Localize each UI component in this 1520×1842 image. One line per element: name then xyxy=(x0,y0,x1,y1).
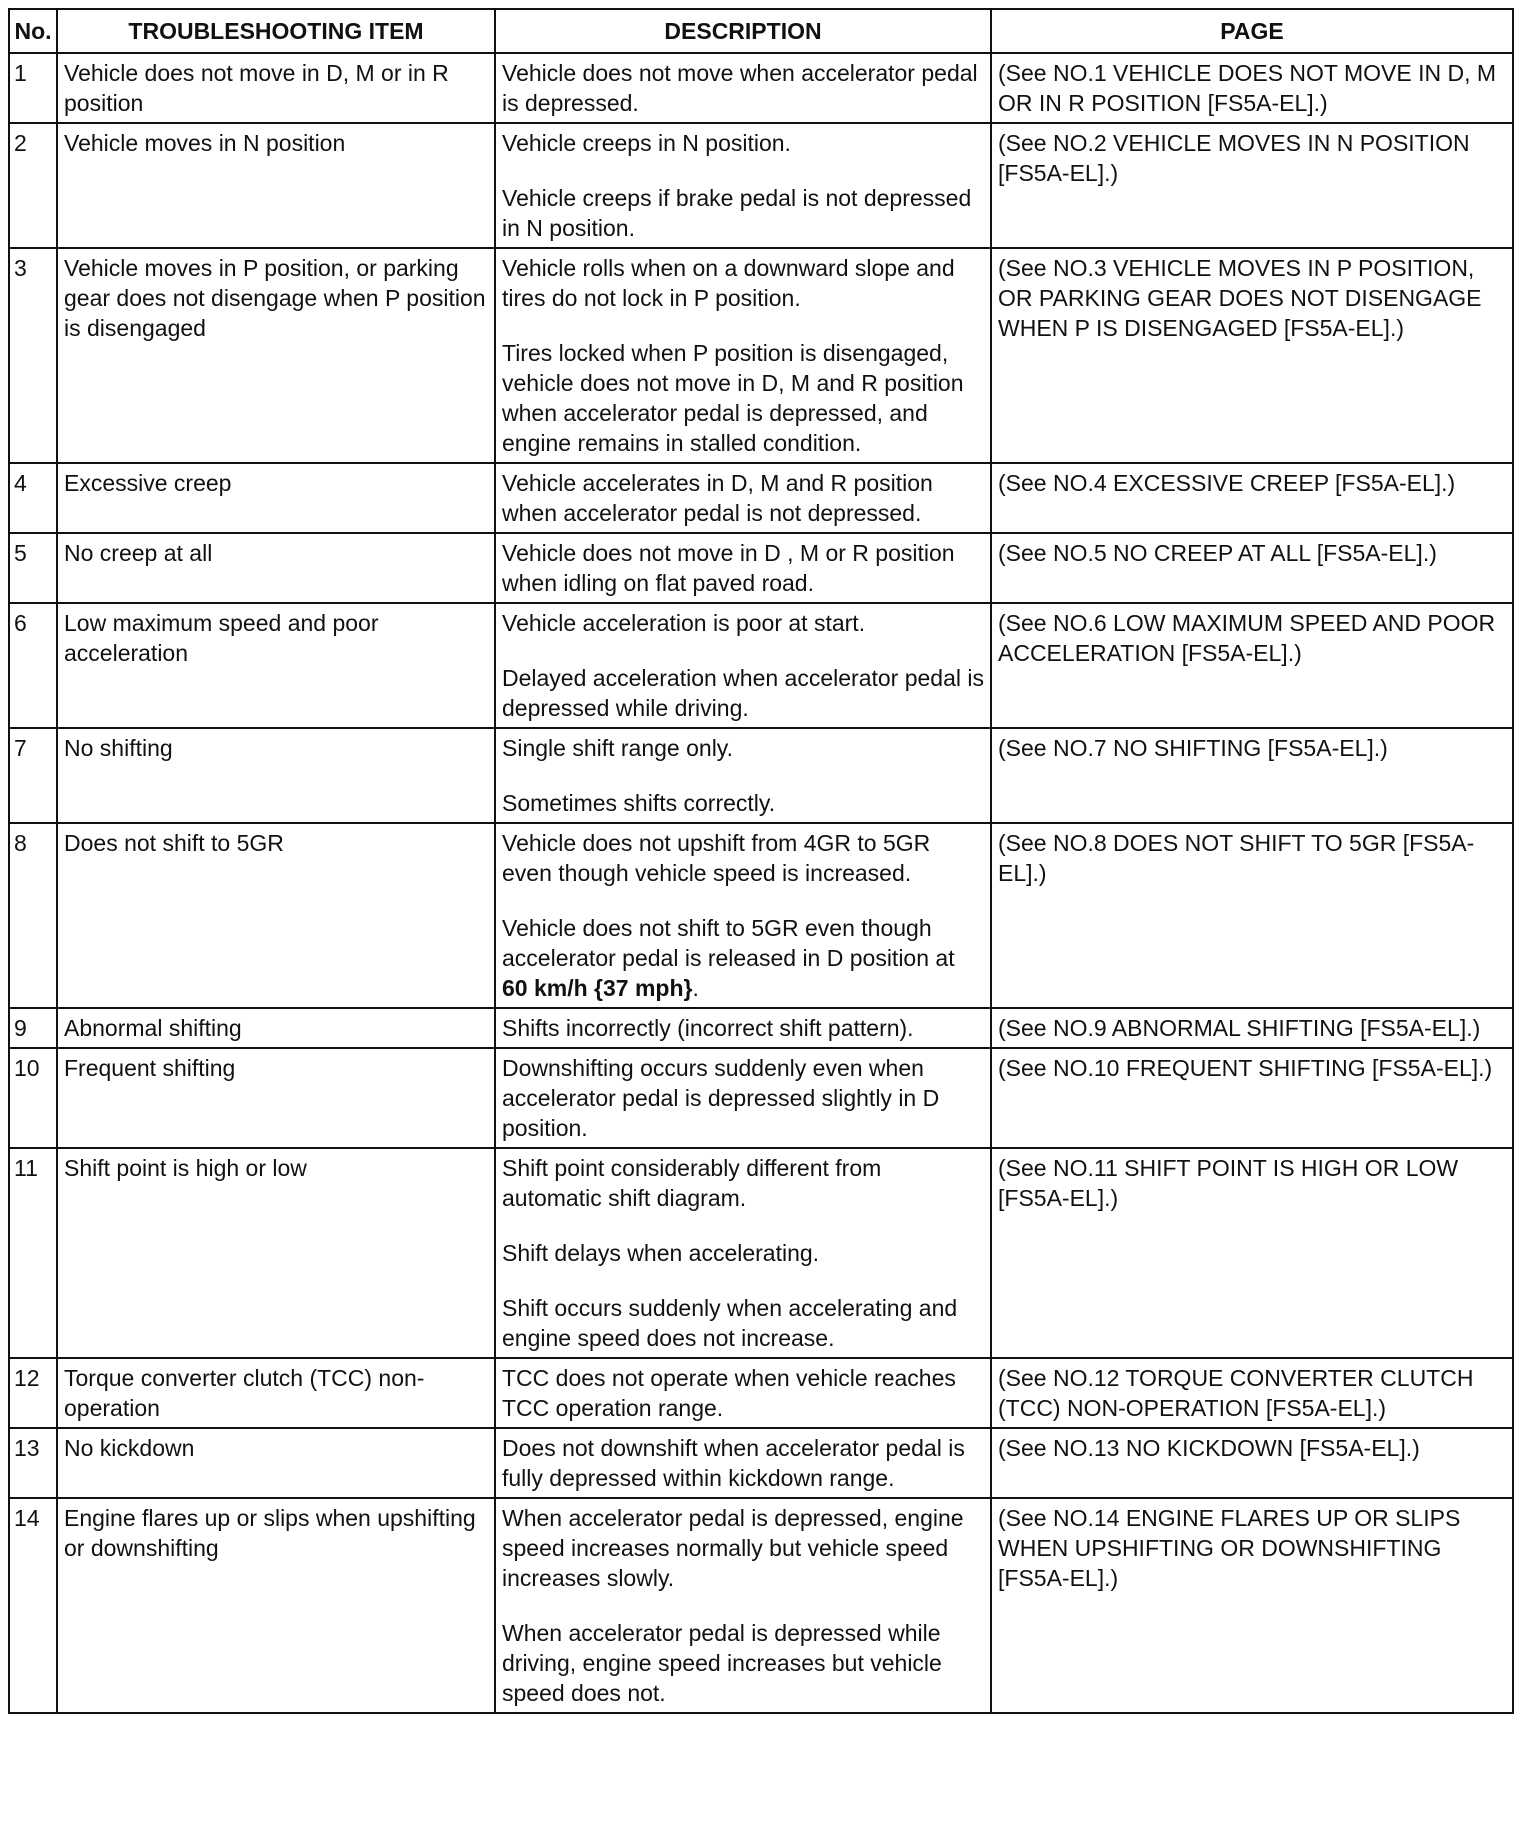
description-cell xyxy=(495,1048,991,1148)
table-row xyxy=(9,728,1513,823)
header-no: No. xyxy=(9,9,57,53)
description-cell xyxy=(495,728,991,823)
description-paragraph xyxy=(502,338,984,458)
description-text: Vehicle does not shift to 5GR even though accelerator pedal is released in D position at xyxy=(502,915,955,971)
description-paragraph xyxy=(502,663,984,723)
description-text: Downshifting occurs suddenly even when accelerator pedal is depressed slightly in D position. xyxy=(502,1055,940,1141)
description-paragraph xyxy=(502,1238,984,1268)
header-description: DESCRIPTION xyxy=(495,9,991,53)
page-reference: (See NO.9 ABNORMAL SHIFTING [FS5A-EL].) xyxy=(991,1008,1513,1048)
troubleshooting-document xyxy=(8,8,1512,1714)
speed-value: 60 km/h {37 mph} xyxy=(502,975,693,1001)
description-paragraph xyxy=(502,788,984,818)
troubleshooting-item: No kickdown xyxy=(57,1428,495,1498)
row-number: 13 xyxy=(9,1428,57,1498)
description-paragraph xyxy=(502,913,984,1003)
description-cell xyxy=(495,1358,991,1428)
description-text: Vehicle creeps in N position. xyxy=(502,130,791,156)
row-number: 1 xyxy=(9,53,57,123)
troubleshooting-item: Torque converter clutch (TCC) non-operation xyxy=(57,1358,495,1428)
page-reference: (See NO.5 NO CREEP AT ALL [FS5A-EL].) xyxy=(991,533,1513,603)
troubleshooting-item: Engine flares up or slips when upshifting or downshifting xyxy=(57,1498,495,1713)
description-paragraph xyxy=(502,183,984,243)
page-reference: (See NO.7 NO SHIFTING [FS5A-EL].) xyxy=(991,728,1513,823)
troubleshooting-item: Frequent shifting xyxy=(57,1048,495,1148)
row-number: 7 xyxy=(9,728,57,823)
description-paragraph xyxy=(502,1153,984,1213)
description-text: Vehicle does not move when accelerator pedal is depressed. xyxy=(502,60,978,116)
header-page: PAGE xyxy=(991,9,1513,53)
description-text: Vehicle creeps if brake pedal is not depressed in N position. xyxy=(502,185,972,241)
description-paragraph xyxy=(502,828,984,888)
description-text: Vehicle does not move in D , M or R position when idling on flat paved road. xyxy=(502,540,955,596)
row-number: 11 xyxy=(9,1148,57,1358)
description-text: When accelerator pedal is depressed while driving, engine speed increases but vehicle speed does not. xyxy=(502,1620,942,1706)
description-text: Shift occurs suddenly when accelerating and engine speed does not increase. xyxy=(502,1295,958,1351)
page-reference: (See NO.13 NO KICKDOWN [FS5A-EL].) xyxy=(991,1428,1513,1498)
description-text: Vehicle accelerates in D, M and R position when accelerator pedal is not depressed. xyxy=(502,470,933,526)
description-text: Vehicle acceleration is poor at start. xyxy=(502,610,866,636)
troubleshooting-table xyxy=(8,8,1514,1714)
description-cell xyxy=(495,463,991,533)
troubleshooting-item: Shift point is high or low xyxy=(57,1148,495,1358)
description-cell xyxy=(495,533,991,603)
row-number: 3 xyxy=(9,248,57,463)
table-row xyxy=(9,1428,1513,1498)
table-row xyxy=(9,248,1513,463)
description-cell xyxy=(495,123,991,248)
page-reference: (See NO.11 SHIFT POINT IS HIGH OR LOW [FS5A-EL].) xyxy=(991,1148,1513,1358)
description-cell xyxy=(495,1008,991,1048)
description-cell xyxy=(495,823,991,1008)
table-row xyxy=(9,1498,1513,1713)
row-number: 14 xyxy=(9,1498,57,1713)
row-number: 5 xyxy=(9,533,57,603)
page-reference: (See NO.8 DOES NOT SHIFT TO 5GR [FS5A-EL].) xyxy=(991,823,1513,1008)
troubleshooting-item: Vehicle moves in P position, or parking gear does not disengage when P position is disengaged xyxy=(57,248,495,463)
troubleshooting-item: Low maximum speed and poor acceleration xyxy=(57,603,495,728)
table-row xyxy=(9,1048,1513,1148)
table-row xyxy=(9,1358,1513,1428)
page-reference: (See NO.12 TORQUE CONVERTER CLUTCH (TCC) NON-OPERATION [FS5A-EL].) xyxy=(991,1358,1513,1428)
description-paragraph xyxy=(502,128,984,158)
description-text: Delayed acceleration when accelerator pedal is depressed while driving. xyxy=(502,665,985,721)
table-row xyxy=(9,53,1513,123)
description-text: Shift delays when accelerating. xyxy=(502,1240,820,1266)
sentence-end: . xyxy=(692,975,699,1001)
row-number: 6 xyxy=(9,603,57,728)
description-paragraph xyxy=(502,1433,984,1493)
troubleshooting-item: Vehicle does not move in D, M or in R position xyxy=(57,53,495,123)
table-row xyxy=(9,463,1513,533)
page-reference: (See NO.6 LOW MAXIMUM SPEED AND POOR ACCELERATION [FS5A-EL].) xyxy=(991,603,1513,728)
page-reference: (See NO.14 ENGINE FLARES UP OR SLIPS WHEN UPSHIFTING OR DOWNSHIFTING [FS5A-EL].) xyxy=(991,1498,1513,1713)
table-row xyxy=(9,1008,1513,1048)
description-text: Shift point considerably different from automatic shift diagram. xyxy=(502,1155,882,1211)
row-number: 10 xyxy=(9,1048,57,1148)
description-paragraph xyxy=(502,1293,984,1353)
description-paragraph xyxy=(502,1053,984,1143)
description-text: Does not downshift when accelerator pedal is fully depressed within kickdown range. xyxy=(502,1435,965,1491)
description-paragraph xyxy=(502,58,984,118)
description-text: Sometimes shifts correctly. xyxy=(502,790,776,816)
row-number: 4 xyxy=(9,463,57,533)
troubleshooting-item: No shifting xyxy=(57,728,495,823)
description-paragraph xyxy=(502,1363,984,1423)
page-reference: (See NO.2 VEHICLE MOVES IN N POSITION [FS5A-EL].) xyxy=(991,123,1513,248)
description-paragraph xyxy=(502,608,984,638)
description-paragraph xyxy=(502,1503,984,1593)
header-troubleshooting-item: TROUBLESHOOTING ITEM xyxy=(57,9,495,53)
page-reference: (See NO.3 VEHICLE MOVES IN P POSITION, OR PARKING GEAR DOES NOT DISENGAGE WHEN P IS DISENGAGED [FS5A-EL].) xyxy=(991,248,1513,463)
table-row xyxy=(9,533,1513,603)
table-row xyxy=(9,823,1513,1008)
table-row xyxy=(9,1148,1513,1358)
troubleshooting-item: Excessive creep xyxy=(57,463,495,533)
row-number: 9 xyxy=(9,1008,57,1048)
troubleshooting-item: No creep at all xyxy=(57,533,495,603)
description-paragraph xyxy=(502,468,984,528)
description-text: Single shift range only. xyxy=(502,735,733,761)
description-cell xyxy=(495,53,991,123)
description-cell xyxy=(495,1428,991,1498)
troubleshooting-item: Abnormal shifting xyxy=(57,1008,495,1048)
page-reference: (See NO.4 EXCESSIVE CREEP [FS5A-EL].) xyxy=(991,463,1513,533)
description-text: Shifts incorrectly (incorrect shift pattern). xyxy=(502,1015,914,1041)
row-number: 8 xyxy=(9,823,57,1008)
header-row xyxy=(9,9,1513,53)
description-text: TCC does not operate when vehicle reaches TCC operation range. xyxy=(502,1365,956,1421)
description-cell xyxy=(495,248,991,463)
row-number: 2 xyxy=(9,123,57,248)
description-text: When accelerator pedal is depressed, engine speed increases normally but vehicle speed increases slowly. xyxy=(502,1505,964,1591)
row-number: 12 xyxy=(9,1358,57,1428)
page-reference: (See NO.1 VEHICLE DOES NOT MOVE IN D, M OR IN R POSITION [FS5A-EL].) xyxy=(991,53,1513,123)
description-cell xyxy=(495,1148,991,1358)
description-paragraph xyxy=(502,1013,984,1043)
troubleshooting-item: Vehicle moves in N position xyxy=(57,123,495,248)
description-text: Vehicle does not upshift from 4GR to 5GR even though vehicle speed is increased. xyxy=(502,830,931,886)
description-cell xyxy=(495,603,991,728)
table-row xyxy=(9,603,1513,728)
description-paragraph xyxy=(502,733,984,763)
description-paragraph xyxy=(502,253,984,313)
table-row xyxy=(9,123,1513,248)
description-text: Tires locked when P position is disengaged, vehicle does not move in D, M and R position when accelerator pedal is depressed, and engine remains in stalled condition. xyxy=(502,340,964,456)
page-reference: (See NO.10 FREQUENT SHIFTING [FS5A-EL].) xyxy=(991,1048,1513,1148)
troubleshooting-item: Does not shift to 5GR xyxy=(57,823,495,1008)
description-cell xyxy=(495,1498,991,1713)
description-text: Vehicle rolls when on a downward slope and tires do not lock in P position. xyxy=(502,255,955,311)
description-paragraph xyxy=(502,538,984,598)
table-body xyxy=(9,53,1513,1713)
description-paragraph xyxy=(502,1618,984,1708)
